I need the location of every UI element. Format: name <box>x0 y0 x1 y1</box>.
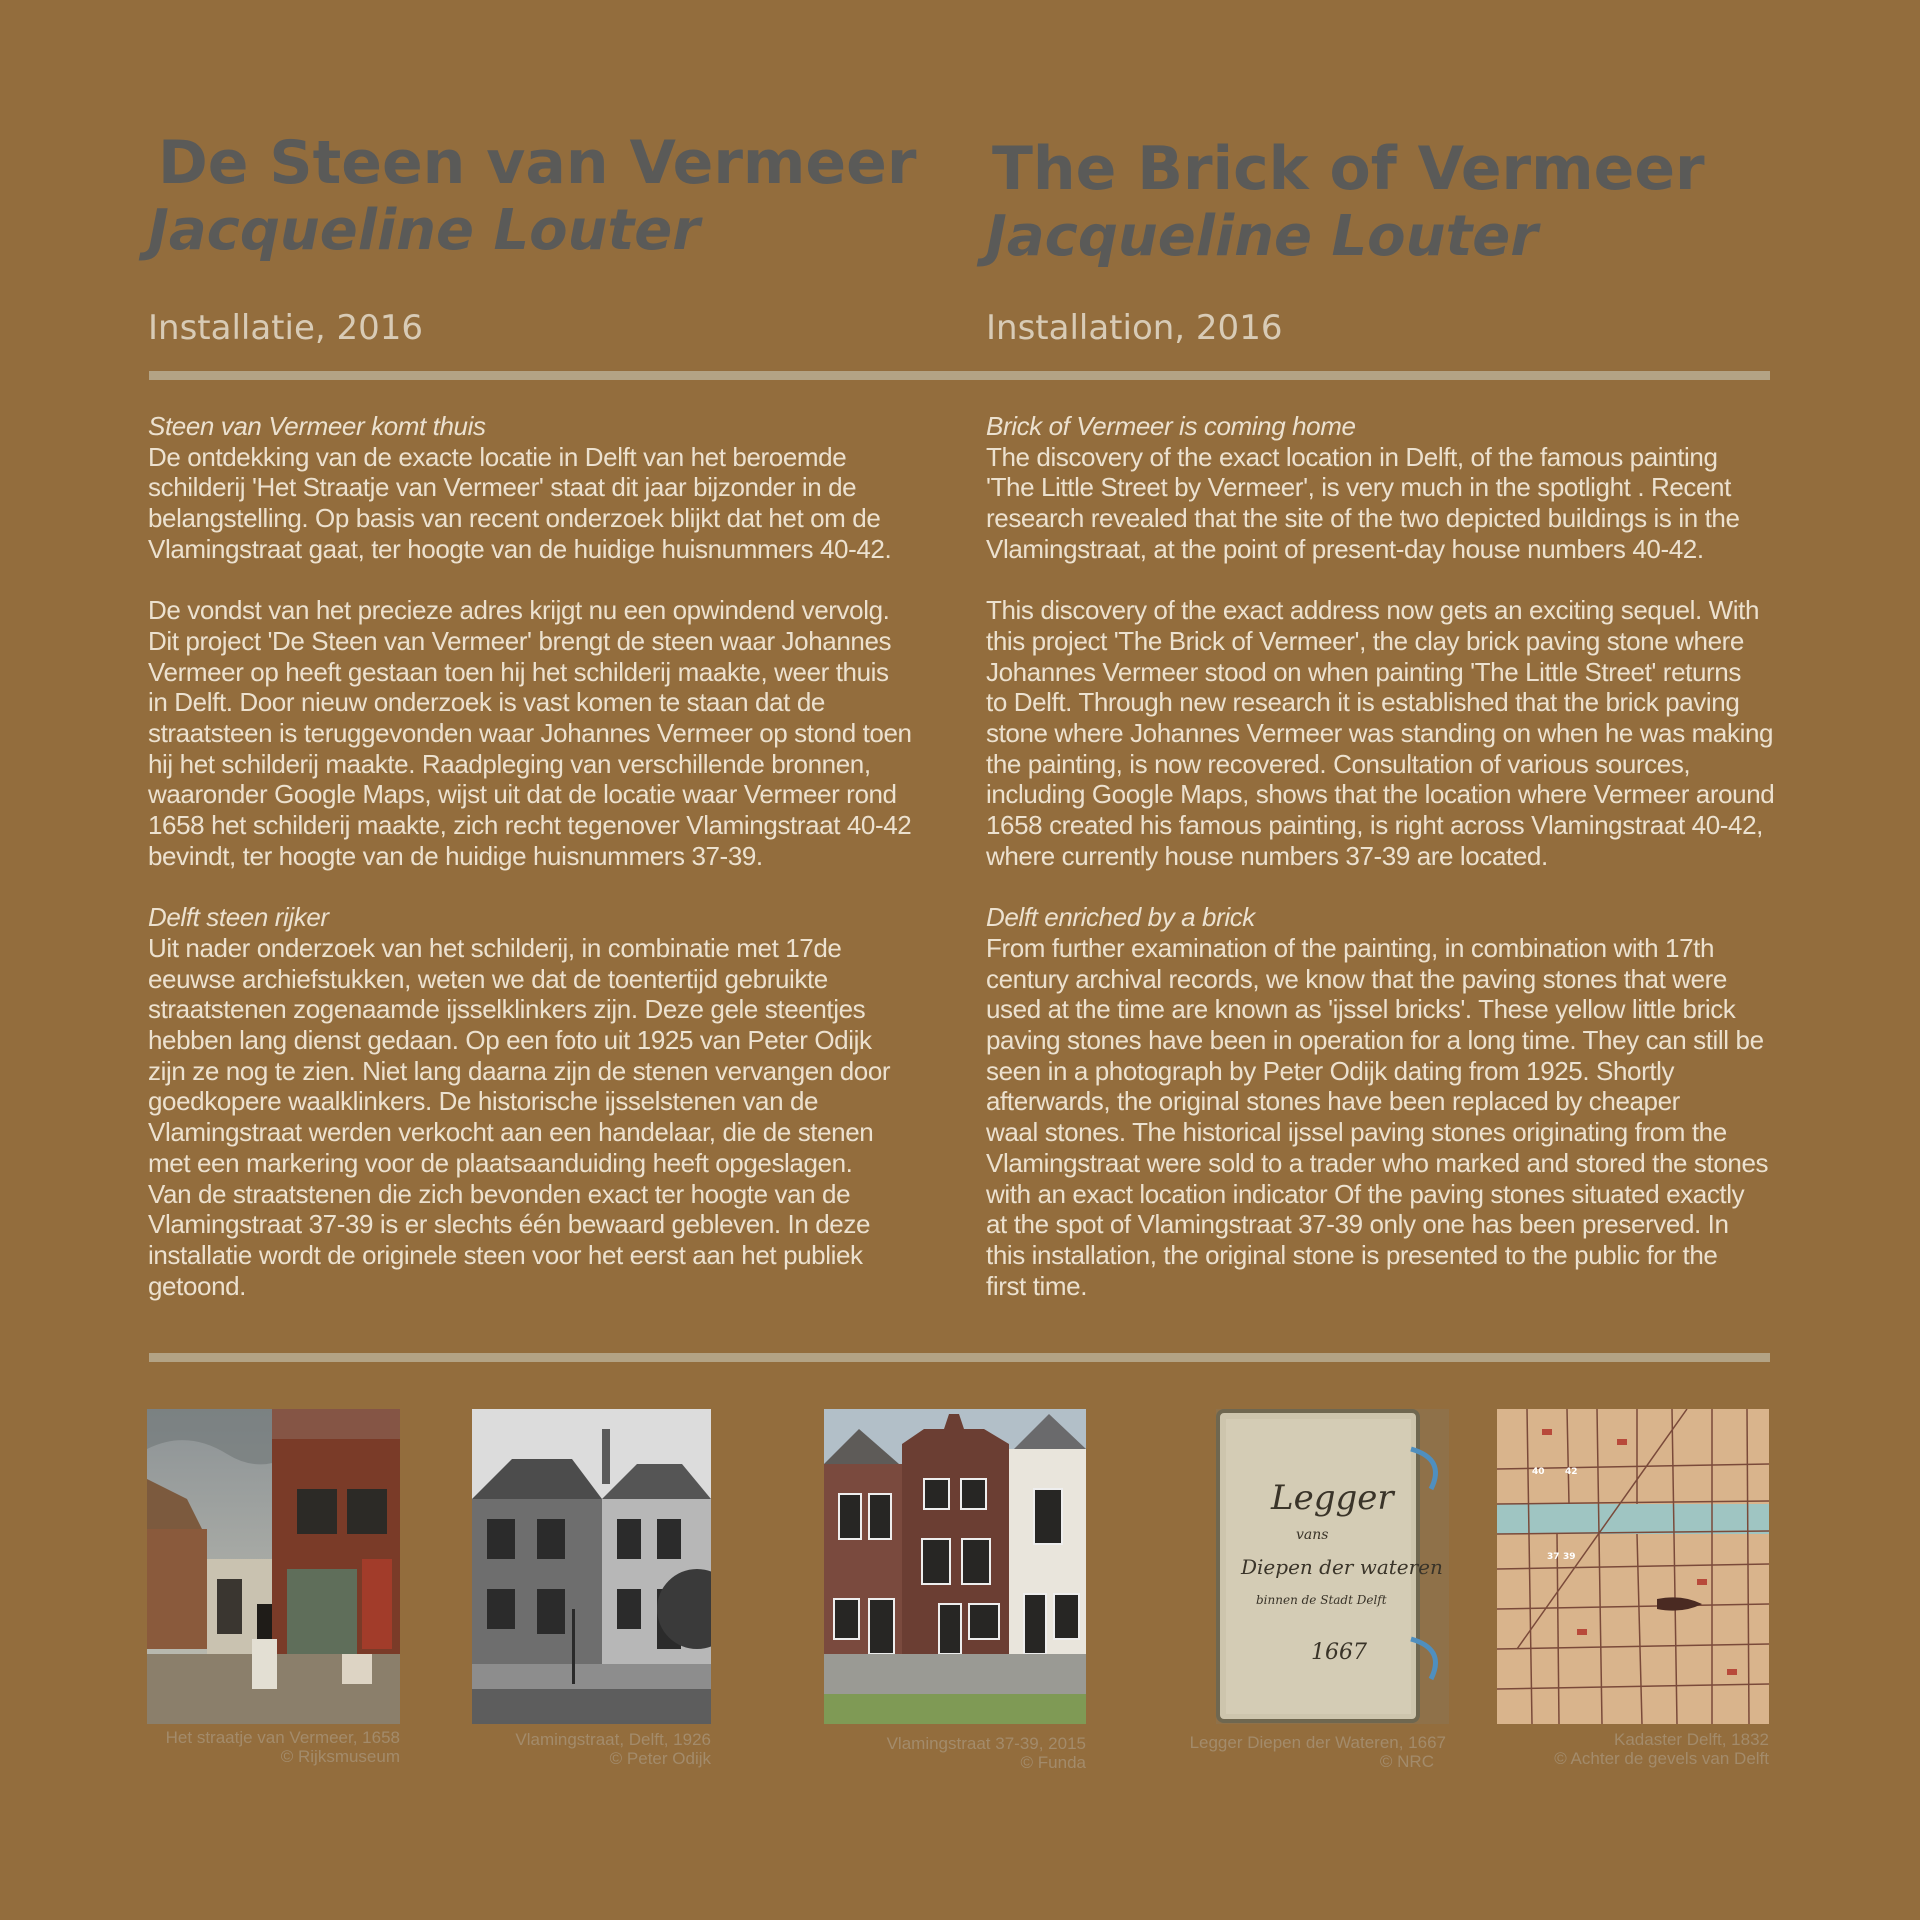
caption-credit: © Peter Odijk <box>609 1749 711 1768</box>
paragraph: Uit nader onderzoek van het schilderij, in combinatie met 17de eeuwse archiefstukken, weten we dat de toentertijd gebruikte straatstenen zogenaamde ijsselklinkers zijn. Deze gele steentjes hebben lang dienst gedaan. Op een foto uit 1925 van Peter Odijk zijn ze nog te zien. Niet lang daarna zijn de stenen vervangen door goedkopere waalklinkers. De historische ijsselstenen van de Vlamingstraat werden verkocht aan een handelaar, die de stenen met een markering voor de plaatsaanduiding heeft opgeslagen. Van de straatstenen die zich bevonden exact ter hoogte van de Vlamingstraat 37-39 is er slechts één bewaard gebleven. In deze installatie wordt de originele steen voor het eerst aan het publiek getoond. <box>148 932 891 1301</box>
photo-vlamingstraat-1926-image <box>472 1409 711 1724</box>
caption-credit: © Funda <box>1020 1753 1086 1772</box>
ledger-line-text: Diepen der wateren <box>1241 1555 1443 1579</box>
painting-little-street-image <box>147 1409 400 1724</box>
caption-cadastre <box>1497 1730 1769 1768</box>
ledger-line-text: binnen de Stadt Delft <box>1256 1593 1387 1607</box>
divider-top <box>149 371 1770 380</box>
caption-line: Legger Diepen der Wateren, 1667 <box>1189 1733 1446 1752</box>
ledger-title-text: Legger <box>1271 1478 1394 1518</box>
map-number-text: 42 <box>1565 1467 1578 1477</box>
artist-en: Jacqueline Louter <box>986 204 1538 269</box>
caption-line: Vlamingstraat 37-39, 2015 <box>886 1734 1086 1753</box>
caption-line: Kadaster Delft, 1832 <box>1614 1730 1769 1749</box>
caption-painting <box>147 1728 400 1766</box>
ledger-line-text: vans <box>1296 1527 1329 1543</box>
caption-photo-2015 <box>824 1734 1086 1772</box>
medium-nl: Installatie, 2016 <box>148 308 424 348</box>
map-number-text: 39 <box>1563 1552 1576 1562</box>
ledger-book-image <box>1216 1409 1449 1724</box>
map-number-text: 37 <box>1547 1552 1560 1562</box>
section-heading: Delft enriched by a brick <box>986 902 1255 933</box>
title-nl: De Steen van Vermeer <box>158 128 917 198</box>
caption-credit: © NRC <box>1379 1752 1434 1771</box>
paragraph: De vondst van het precieze adres krijgt nu een opwindend vervolg. Dit project 'De Steen van Vermeer' brengt de steen waar Johannes Vermeer op heeft gestaan toen hij het schilderij maakte, weer thuis in Delft. Door nieuw onderzoek is vast komen te staan dat de straatsteen is teruggevonden waar Johannes Vermeer op stond toen hij het schilderij maakte. Raadpleging van verschillende bronnen, waaronder Google Maps, wijst uit dat de locatie waar Vermeer rond 1658 het schilderij maakte, zich recht tegenover Vlamingstraat 40-42 bevindt, ter hoogte van de huidige huisnummers 37-39. <box>148 595 912 871</box>
section-heading: Steen van Vermeer komt thuis <box>148 411 486 441</box>
title-en: The Brick of Vermeer <box>992 134 1705 204</box>
body-en <box>986 411 1786 1301</box>
photo-vlamingstraat-2015-image <box>824 1409 1086 1724</box>
paragraph: The discovery of the exact location in Delft, of the famous painting 'The Little Street by Vermeer', is very much in the spotlight . Recent research revealed that the site of the two depicted buildings is in the Vlamingstraat, at the point of present-day house numbers 40-42. <box>986 441 1740 564</box>
cadastral-map-image <box>1497 1409 1769 1724</box>
divider-bottom <box>149 1353 1770 1362</box>
artist-nl: Jacqueline Louter <box>148 198 700 263</box>
paragraph: De ontdekking van de exacte locatie in Delft van het beroemde schilderij 'Het Straatje van Vermeer' staat dit jaar bijzonder in de belangstelling. Op basis van recent onderzoek blijkt dat het om de Vlamingstraat gaat, ter hoogte van de huidige huisnummers 40-42. <box>148 441 892 564</box>
ledger-year-text: 1667 <box>1311 1640 1367 1665</box>
caption-credit: © Achter de gevels van Delft <box>1554 1749 1769 1768</box>
paragraph: This discovery of the exact address now gets an exciting sequel. With this project 'The Brick of Vermeer', the clay brick paving stone where Johannes Vermeer stood on when painting 'The Little Street' returns to Delft. Through new research it is established that the brick paving stone where Johannes Vermeer was standing on when he was making the painting, is now recovered. Consultation of various sources, including Google Maps, shows that the location where Vermeer around 1658 created his famous painting, is right across Vlamingstraat 40-42, where currently house numbers 37-39 are located. <box>986 595 1775 871</box>
caption-ledger <box>1140 1733 1446 1771</box>
body-nl <box>148 411 918 1301</box>
caption-credit: © Rijksmuseum <box>280 1747 400 1766</box>
caption-photo-1926 <box>472 1730 711 1768</box>
caption-line: Vlamingstraat, Delft, 1926 <box>515 1730 711 1749</box>
map-number-text: 40 <box>1532 1467 1545 1477</box>
section-heading: Brick of Vermeer is coming home <box>986 411 1356 441</box>
caption-line: Het straatje van Vermeer, 1658 <box>165 1728 400 1747</box>
medium-en: Installation, 2016 <box>986 308 1283 348</box>
section-heading: Delft steen rijker <box>148 902 329 933</box>
paragraph: From further examination of the painting, in combination with 17th century archival records, we know that the paving stones that were used at the time are known as 'ijssel bricks'. These yellow little brick paving stones have been in operation for a long time. They can still be seen in a photograph by Peter Odijk dating from 1925. Shortly afterwards, the original stones have been replaced by cheaper waal stones. The historical ijssel paving stones originating from the Vlamingstraat were sold to a trader who marked and stored the stones with an exact location indicator Of the paving stones situated exactly at the spot of Vlamingstraat 37-39 only one has been preserved. In this installation, the original stone is presented to the public for the first time. <box>986 932 1769 1301</box>
